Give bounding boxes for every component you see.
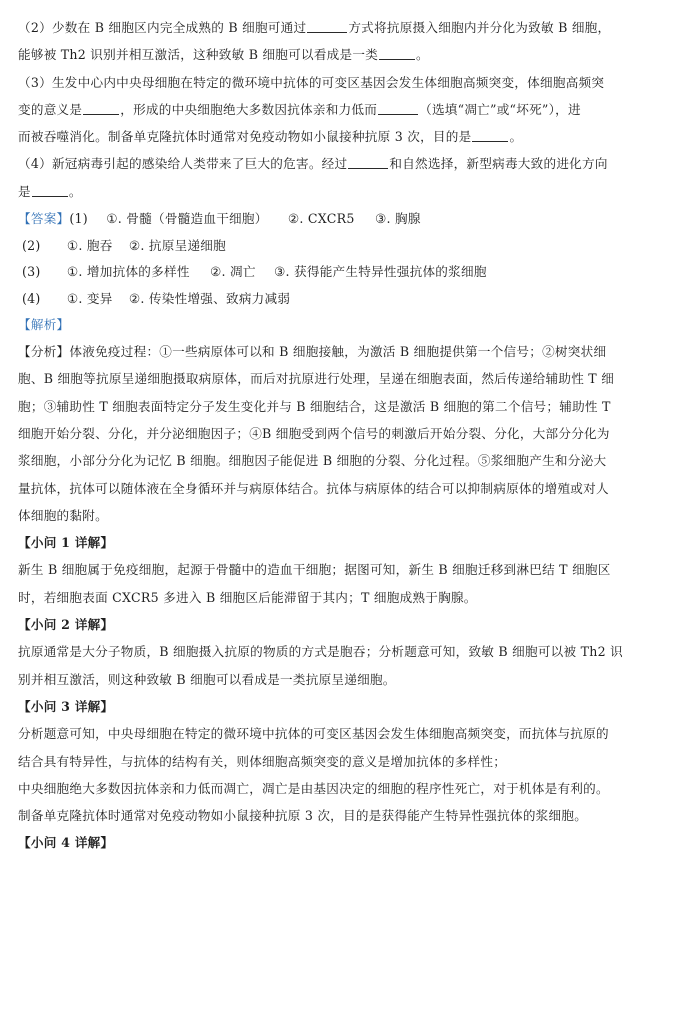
detail-heading: 【小问 1 详解】 bbox=[18, 535, 114, 551]
detail-line: 中央细胞绝大多数因抗体亲和力低而凋亡，凋亡是由基因决定的细胞的程序性死亡，对于机体是有利的。 bbox=[18, 780, 609, 796]
detail-heading: 【小问 2 详解】 bbox=[18, 617, 114, 633]
fill-in-blank bbox=[379, 47, 415, 60]
detail-line: 结合具有特异性，与抗体的结构有关，则体细胞高频突变的意义是增加抗体的多样性； bbox=[18, 753, 507, 769]
detail-line: 制备单克隆抗体时通常对免疫动物如小鼠接种抗原 3 次，目的是获得能产生特异性强抗体的浆细胞。 bbox=[18, 808, 588, 824]
question-3-line-2: 变的意义是 ，形成的中央细胞绝大多数因抗体亲和力低而 （选填“凋亡”或“坏死”），进 bbox=[18, 101, 581, 117]
analysis-line: 细胞开始分裂、分化，并分泌细胞因子；④B 细胞受到两个信号的刺激后开始分裂、分化，大部分分化为 bbox=[18, 425, 610, 441]
detail-line: 抗原通常是大分子物质，B 细胞摄入抗原的物质的方式是胞吞；分析题意可知，致敏 B 细胞可以被 Th2 识 bbox=[18, 644, 623, 660]
analysis-line: 胞、B 细胞等抗原呈递细胞摄取病原体，而后对抗原进行处理，呈递在细胞表面，然后传递给辅助性 T 细 bbox=[18, 371, 615, 387]
question-3-line-1: （3）生发中心内中央母细胞在特定的微环境中抗体的可变区基因会发生体细胞高频突变，体细胞高频突 bbox=[18, 74, 605, 90]
analysis-line: 量抗体，抗体可以随体液在全身循环并与病原体结合。抗体与病原体的结合可以抑制病原体的增殖或对人 bbox=[18, 480, 609, 496]
answer-row-4: (4) ①. 变异 ②. 传染性增强、致病力减弱 bbox=[22, 290, 291, 306]
detail-heading: 【小问 3 详解】 bbox=[18, 698, 114, 714]
answer-label: 【答案】 bbox=[18, 211, 70, 227]
analysis-line: 胞；③辅助性 T 细胞表面特定分子发生变化并与 B 细胞结合，这是激活 B 细胞的第二个信号；辅助性 T bbox=[18, 398, 611, 414]
fill-in-blank bbox=[472, 129, 508, 142]
document-page bbox=[18, 20, 678, 863]
question-2-line-2: 能够被 Th2 识别并相互激活，这种致敏 B 细胞可以看成是一类 。 bbox=[18, 47, 429, 63]
detail-line: 分析题意可知，中央母细胞在特定的微环境中抗体的可变区基因会发生体细胞高频突变，而抗体与抗原的 bbox=[18, 726, 609, 742]
question-2-line-1: （2）少数在 B 细胞区内完全成熟的 B 细胞可通过 方式将抗原摄入细胞内并分化为致敏 B 细胞， bbox=[18, 20, 611, 35]
fill-in-blank bbox=[32, 184, 68, 197]
answer-row-1: 【答案】(1) ①. 骨髓（骨髓造血干细胞） ②. CXCR5 ③. 胸腺 bbox=[18, 211, 421, 227]
fill-in-blank bbox=[83, 102, 119, 115]
answer-row-2: (2) ①. 胞吞 ②. 抗原呈递细胞 bbox=[22, 237, 226, 253]
detail-line: 时，若细胞表面 CXCR5 多进入 B 细胞区后能滞留于其内；T 细胞成熟于胸腺。 bbox=[18, 589, 477, 605]
analysis-line: 【分析】体液免疫过程：①一些病原体可以和 B 细胞接触，为激活 B 细胞提供第一个信号；②树突状细 bbox=[18, 344, 607, 360]
analysis-line: 体细胞的黏附。 bbox=[18, 507, 108, 523]
fill-in-blank bbox=[378, 102, 418, 115]
analysis-label: 【解析】 bbox=[18, 317, 70, 333]
fill-in-blank bbox=[307, 20, 347, 33]
analysis-line: 浆细胞，小部分分化为记忆 B 细胞。细胞因子能促进 B 细胞的分裂、分化过程。⑤浆细胞产生和分泌大 bbox=[18, 453, 607, 469]
question-4-line-2: 是 。 bbox=[18, 183, 82, 199]
detail-heading: 【小问 4 详解】 bbox=[18, 835, 114, 851]
question-3-line-3: 而被吞噬消化。制备单克隆抗体时通常对免疫动物如小鼠接种抗原 3 次，目的是 。 bbox=[18, 129, 523, 145]
question-4-line-1: （4）新冠病毒引起的感染给人类带来了巨大的危害。经过 和自然选择，新型病毒大致的进化方向 bbox=[18, 156, 608, 172]
detail-line: 别并相互激活，则这种致敏 B 细胞可以看成是一类抗原呈递细胞。 bbox=[18, 671, 396, 687]
fill-in-blank bbox=[348, 156, 388, 169]
detail-line: 新生 B 细胞属于免疫细胞，起源于骨髓中的造血干细胞；据图可知，新生 B 细胞迁移到淋巴结 T 细胞区 bbox=[18, 562, 611, 578]
answer-row-3: (3) ①. 增加抗体的多样性 ②. 凋亡 ③. 获得能产生特异性强抗体的浆细胞 bbox=[22, 264, 487, 280]
